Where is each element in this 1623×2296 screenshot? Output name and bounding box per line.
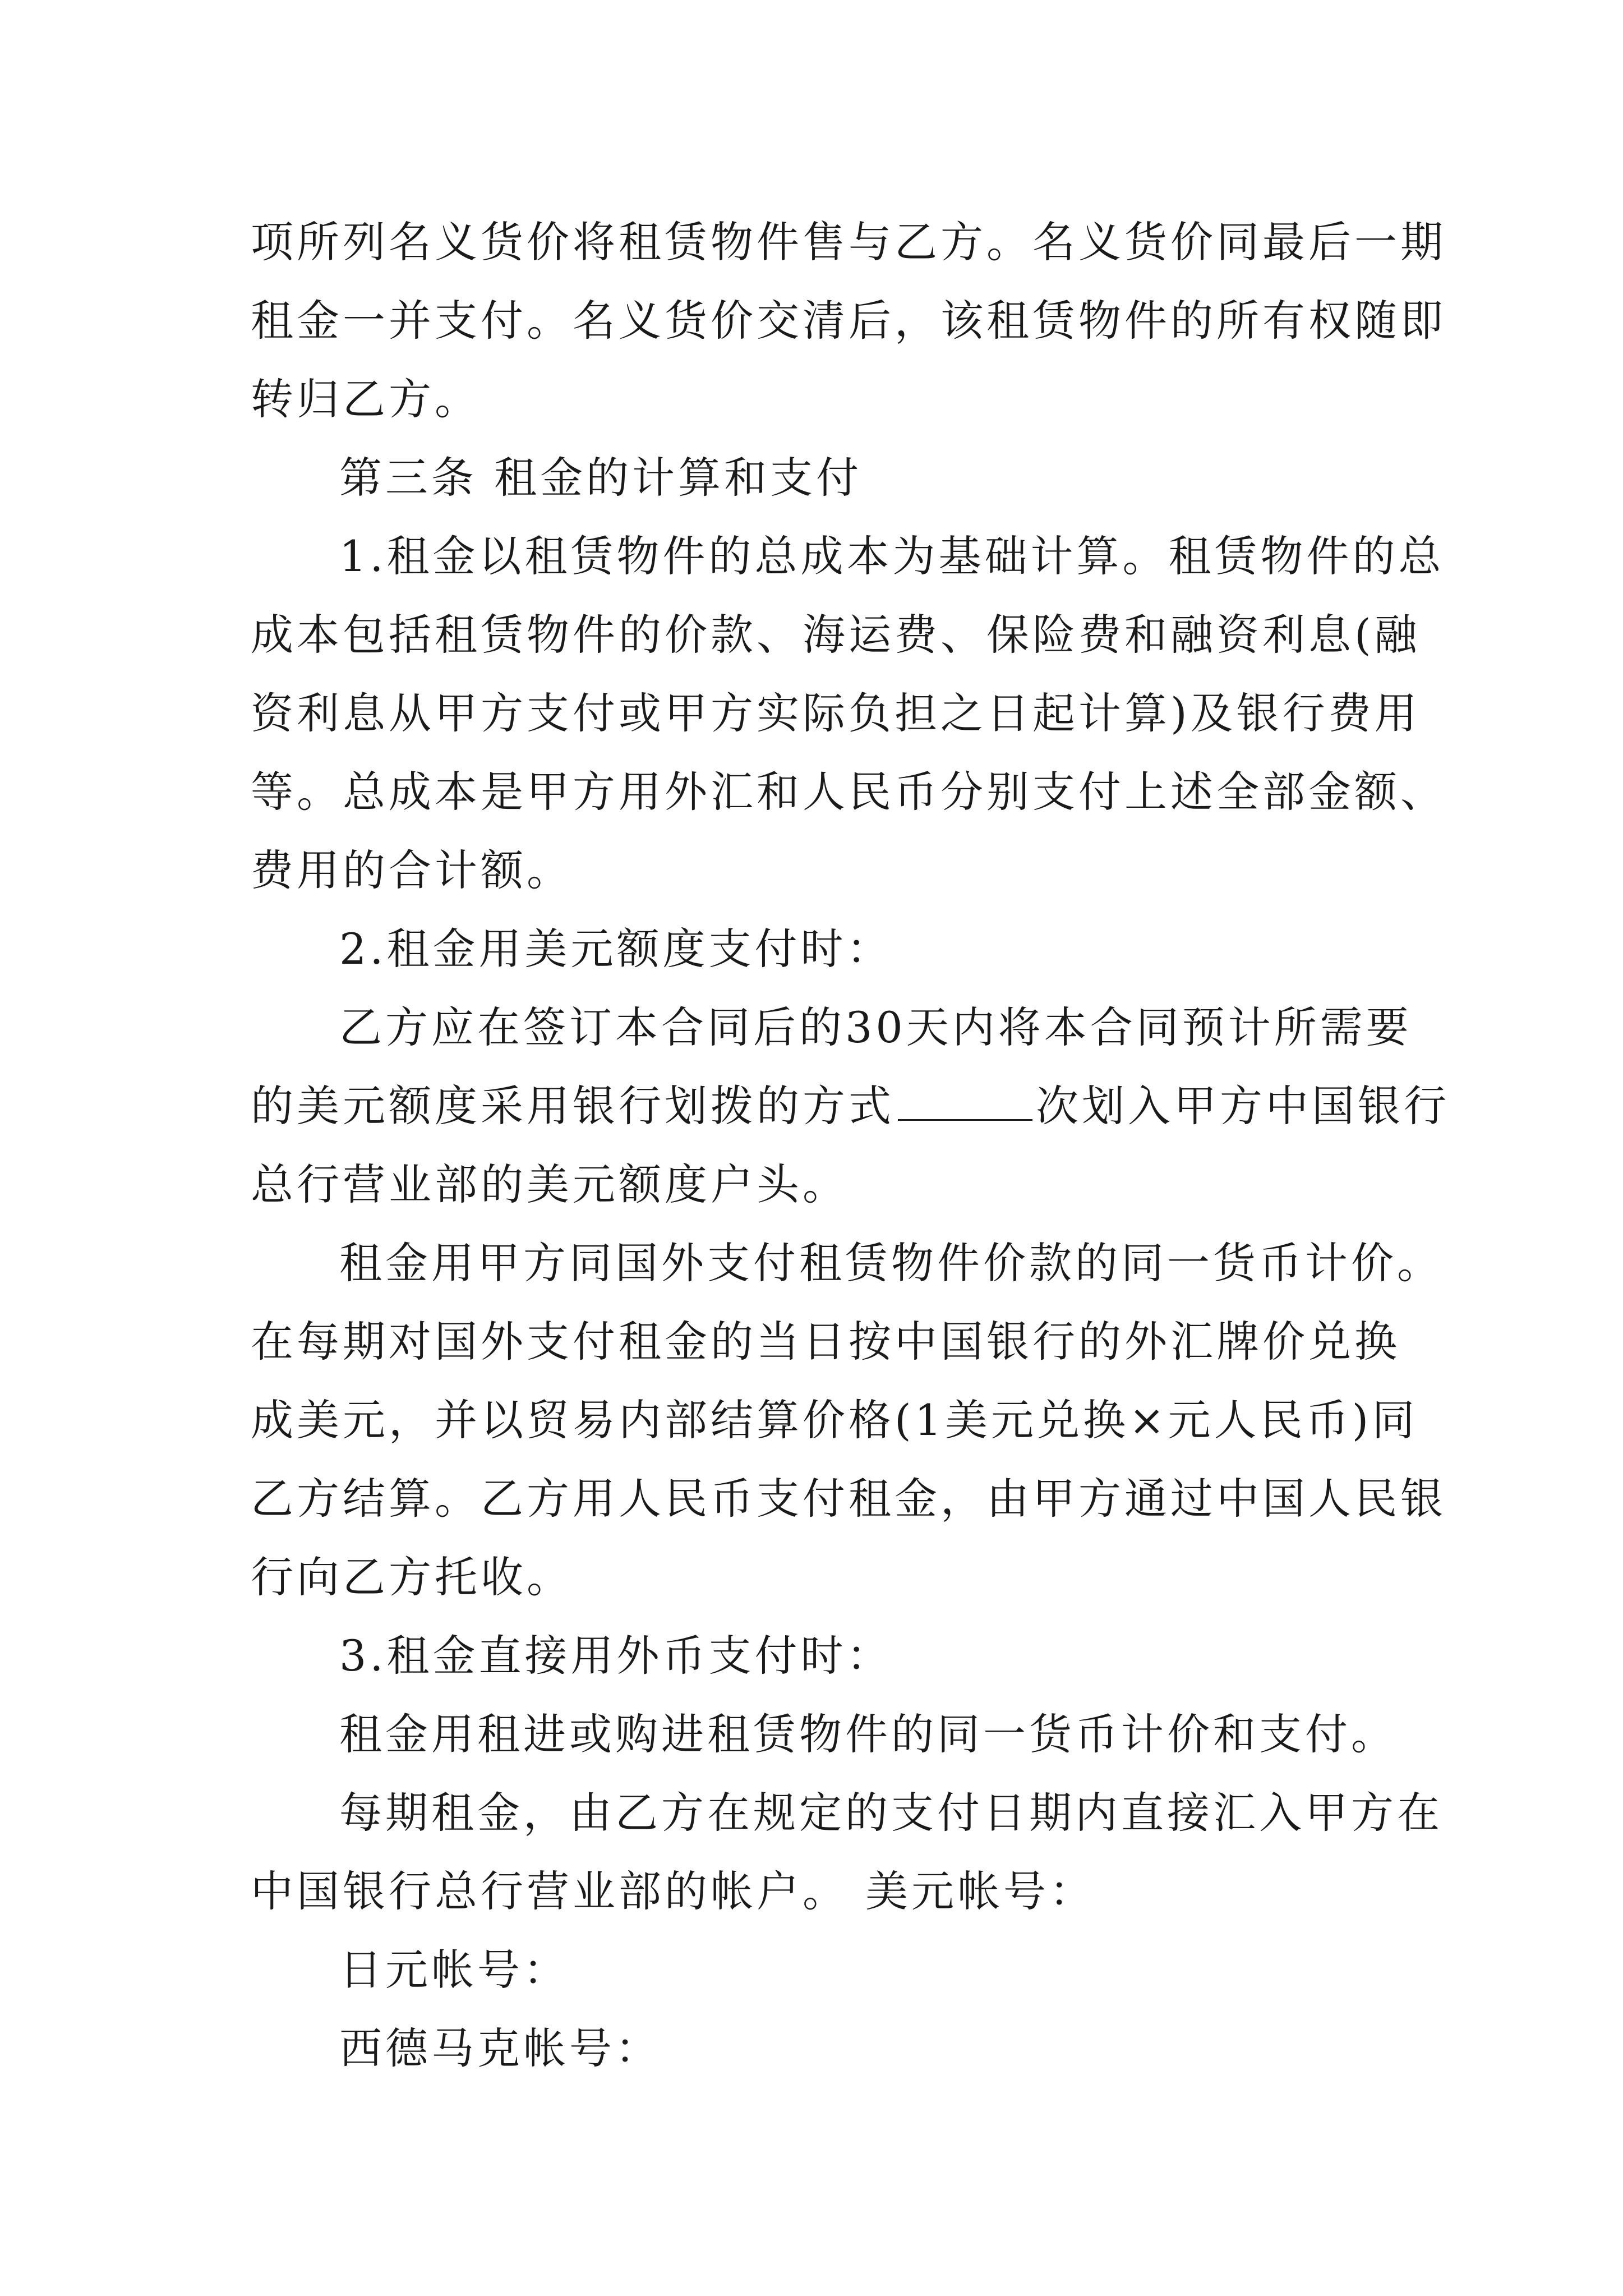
- paragraph-line: 每期租金，由乙方在规定的支付日期内直接汇入甲方在: [339, 1788, 1443, 1838]
- paragraph-line: 项所列名义货价将租赁物件售与乙方。名义货价同最后一期: [251, 217, 1446, 267]
- paragraph-line: 西德马克帐号：: [339, 2023, 661, 2073]
- paragraph-line-with-blank: [251, 1067, 1450, 1145]
- paragraph-line: 总行营业部的美元额度户头。: [251, 1159, 849, 1209]
- fill-in-blank: [898, 1080, 1032, 1121]
- paragraph-line: 1.租金以租赁物件的总成本为基础计算。租赁物件的总: [339, 531, 1445, 581]
- paragraph-line: 资利息从甲方支付或甲方实际负担之日起计算)及银行费用: [251, 688, 1421, 738]
- paragraph-line: 乙方结算。乙方用人民币支付租金，由甲方通过中国人民银: [251, 1474, 1446, 1524]
- paragraph-line: 租金用甲方同国外支付租赁物件价款的同一货币计价。: [339, 1238, 1443, 1288]
- paragraph-line: 乙方应在签订本合同后的30天内将本合同预计所需要: [339, 1002, 1412, 1052]
- paragraph-line: 等。总成本是甲方用外汇和人民币分别支付上述全部金额、: [251, 767, 1446, 817]
- paragraph-line: 租金用租进或购进租赁物件的同一货币计价和支付。: [339, 1709, 1397, 1759]
- paragraph-line: 成本包括租赁物件的价款、海运费、保险费和融资利息(融: [251, 610, 1421, 660]
- section-heading: 第三条 租金的计算和支付: [339, 453, 863, 503]
- paragraph-line: 行向乙方托收。: [251, 1552, 573, 1602]
- paragraph-line: 租金一并支付。名义货价交清后，该租赁物件的所有权随即: [251, 296, 1446, 346]
- line-segment: 的美元额度采用银行划拨的方式: [251, 1081, 895, 1131]
- paragraph-line: 2.租金用美元额度支付时：: [339, 924, 893, 974]
- paragraph-line: 在每期对国外支付租金的当日按中国银行的外汇牌价兑换: [251, 1317, 1400, 1366]
- paragraph-line: 成美元，并以贸易内部结算价格(1美元兑换×元人民币)同: [251, 1395, 1418, 1445]
- paragraph-line: 日元帐号：: [339, 1945, 569, 1995]
- paragraph-line: 费用的合计额。: [251, 845, 573, 895]
- paragraph-line: 3.租金直接用外币支付时：: [339, 1631, 893, 1681]
- paragraph-line: 转归乙方。: [251, 374, 481, 424]
- line-segment: 次划入甲方中国银行: [1036, 1081, 1450, 1131]
- paragraph-line: 中国银行总行营业部的帐户。 美元帐号：: [251, 1866, 1096, 1916]
